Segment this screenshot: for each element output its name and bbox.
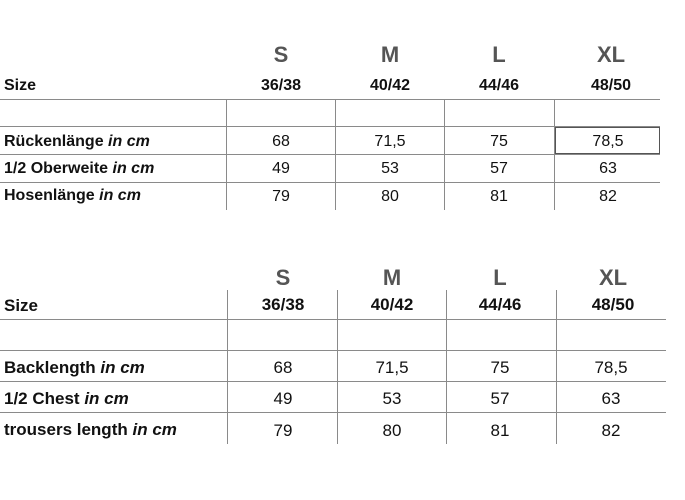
size-header-value: 40/42 <box>369 77 411 94</box>
table-cell: 78,5 <box>592 133 624 150</box>
row-label: 1/2 Oberweite in cm <box>4 160 155 177</box>
size-letter-xl: XL <box>598 265 628 290</box>
table-cell: 75 <box>490 358 510 377</box>
size-header-label: Size <box>4 77 37 94</box>
table-cell: 79 <box>272 188 290 205</box>
table-rule <box>0 350 666 351</box>
size-letter-l: L <box>492 42 506 67</box>
table-cell: 57 <box>490 160 508 177</box>
table-cell: 68 <box>272 133 290 150</box>
table-cell: 68 <box>273 358 293 377</box>
size-header-value: 48/50 <box>591 295 635 314</box>
table-cell: 82 <box>601 421 621 440</box>
size-letter-m: M <box>380 42 400 67</box>
table-cell: 63 <box>599 160 617 177</box>
table-cell: 71,5 <box>374 133 406 150</box>
table-rule <box>0 99 660 100</box>
size-header-value: 44/46 <box>478 295 522 314</box>
size-letter-xl: XL <box>596 42 626 67</box>
table-divider <box>226 100 227 210</box>
table-cell: 71,5 <box>375 358 409 377</box>
table-rule <box>0 319 666 320</box>
table-divider <box>556 290 557 444</box>
table-cell: 79 <box>273 421 293 440</box>
table-cell: 75 <box>490 133 508 150</box>
row-label: 1/2 Chest in cm <box>4 389 129 408</box>
table-divider <box>227 290 228 444</box>
table-rule <box>0 381 666 382</box>
table-rule <box>0 182 660 183</box>
table-divider <box>444 100 445 210</box>
table-divider <box>446 290 447 444</box>
table-divider <box>554 100 555 210</box>
size-letter-l: L <box>493 265 507 290</box>
table-cell: 63 <box>601 389 621 408</box>
size-letter-m: M <box>382 265 402 290</box>
table-cell: 49 <box>273 389 293 408</box>
size-header-label: Size <box>4 296 39 315</box>
size-letter-s: S <box>275 265 291 290</box>
table-cell: 80 <box>382 421 402 440</box>
table-rule <box>0 412 666 413</box>
table-divider <box>337 290 338 444</box>
size-header-value: 44/46 <box>478 77 520 94</box>
row-label: trousers length in cm <box>4 420 177 439</box>
table-cell: 80 <box>381 188 399 205</box>
table-rule <box>0 154 660 155</box>
table-cell: 81 <box>490 188 508 205</box>
table-cell: 53 <box>382 389 402 408</box>
table-cell: 81 <box>490 421 510 440</box>
size-header-value: 36/38 <box>260 77 302 94</box>
size-header-value: 48/50 <box>590 77 632 94</box>
row-label: Backlength in cm <box>4 358 145 377</box>
table-divider <box>335 100 336 210</box>
table-cell: 78,5 <box>594 358 628 377</box>
row-label: Hosenlänge in cm <box>4 187 141 204</box>
table-cell: 49 <box>272 160 290 177</box>
table-cell: 82 <box>599 188 617 205</box>
size-letter-s: S <box>273 42 289 67</box>
size-header-value: 36/38 <box>261 295 305 314</box>
table-cell: 57 <box>490 389 510 408</box>
row-label: Rückenlänge in cm <box>4 133 150 150</box>
table-cell: 53 <box>381 160 399 177</box>
size-header-value: 40/42 <box>370 295 414 314</box>
